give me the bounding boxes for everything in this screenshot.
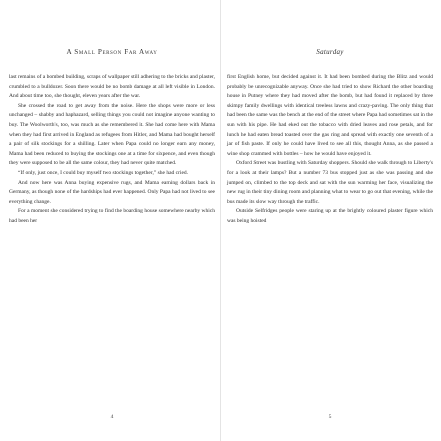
paragraph: last remains of a bombed building, scraps of wallpaper still adhering to the bricks and plaster, crumbled to a bulldozer. Soon there would be no bomb damage at all left visible in London. And about time too, she thought, eleven years after the war. xyxy=(9,74,215,100)
paragraph: Oxford Street was bustling with Saturday shoppers. Should she walk through to Liberty's for a look at their lamps? But a number 73 bus stopped just as she was passing and she jumped on, climbed to the top deck and sat with the sun warming her face, visualizing the new rug in their tiny dining room and planning what to wear to go out that evening, while the bus made its slow way through the traffic. xyxy=(227,160,433,205)
paragraph: “If only, just once, I could buy myself two stockings together,” she had cried. xyxy=(18,169,189,176)
paragraph: She crossed the road to get away from the noise. Here the shops were more or less unchanged – shabby and haphazard, selling things you could not imagine anyone wanting to buy. The Woolworth's, too, was much as she remembered it. She had come here with Mama when they had first arrived in England as refugees from Hitler, and Mama had bought herself a pair of silk stockings for a shilling. Later when Papa could no longer earn any money, Mama had been reduced to buying the stockings one at a time for sixpence, and even though they were supposed to be all the same colour, they had never quite matched. xyxy=(9,102,215,167)
left-page xyxy=(9,0,215,441)
paragraph: And now here was Anna buying expensive rugs, and Mama earning dollars back in Germany, as though none of the hardships had ever happened. Only Papa had not lived to see everything change. xyxy=(9,179,215,205)
right-page xyxy=(227,0,433,441)
paragraph: Outside Selfridges people were staring up at the brightly coloured plaster figure which was being hoisted xyxy=(227,208,433,224)
paragraph: first English home, but decided against it. It had been bombed during the Blitz and would probably be unrecognizable anyway. Once she had tried to show Richard the other boarding house in Putney where they had moved after the bomb, but had found it replaced by three skimpy family dwellings with identical treeless lawns and crazy-paving. The only thing that had been the same was the bench at the end of the street where Papa had sometimes sat in the sun with his pipe. He had eked out the tobacco with dried leaves and rose petals, and for lunch he had eaten bread toasted over the gas ring and spread with exactly one seventh of a jar of fish paste. If only he could have lived to see all this, thought Anna, as she passed a wine shop crammed with bottles – how he would have enjoyed it. xyxy=(227,74,433,157)
paragraph: For a moment she considered trying to find the boarding house somewhere nearby which had been her xyxy=(9,208,215,224)
right-page-number: 5 xyxy=(328,414,332,420)
left-page-body xyxy=(9,73,215,227)
right-page-body xyxy=(227,73,433,227)
left-running-head: A Small Person Far Away xyxy=(66,48,158,56)
right-running-head: Saturday xyxy=(316,48,344,56)
left-page-number: 4 xyxy=(110,414,114,420)
gutter-divider xyxy=(220,0,221,441)
